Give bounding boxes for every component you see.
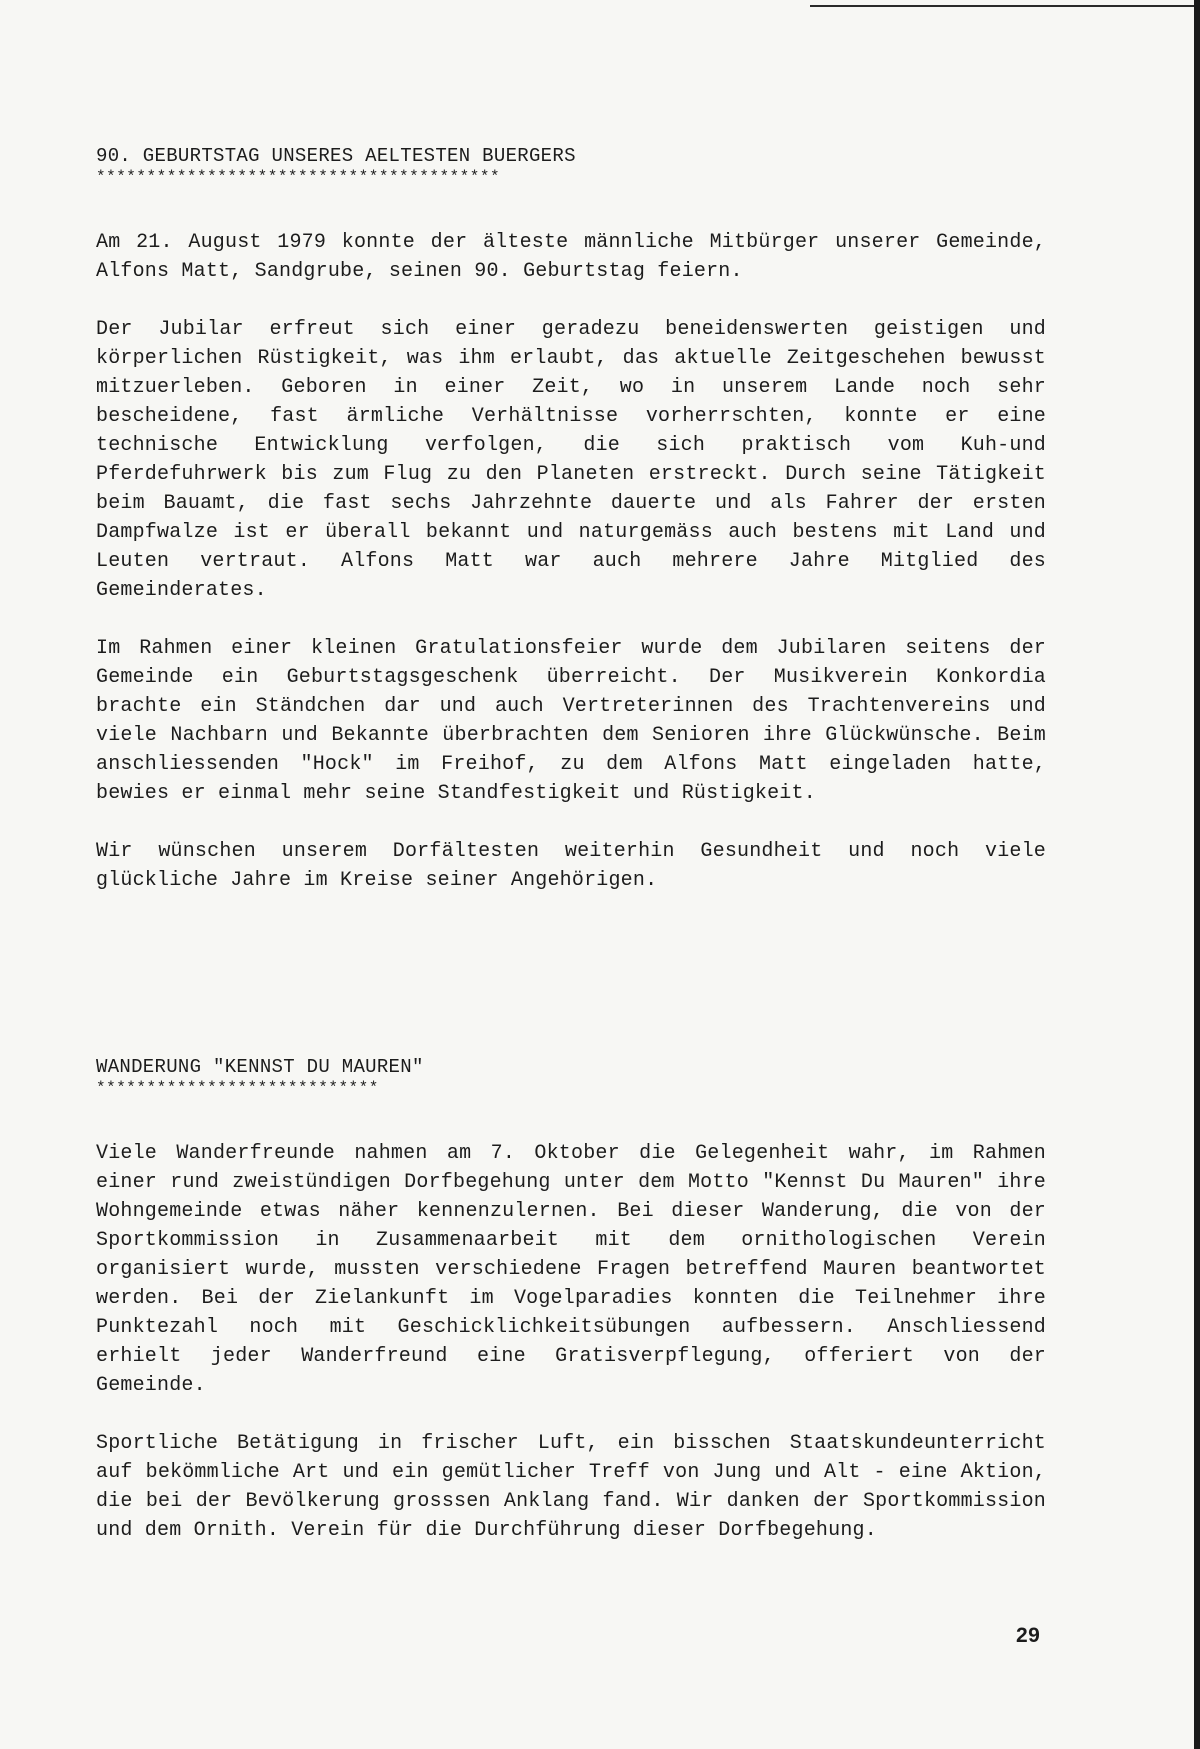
article-hiking [96,1055,1046,1545]
heading-asterisk-underline: **************************** [96,1079,379,1097]
heading-asterisk-underline: **************************************** [96,168,501,186]
paragraph: Sportliche Betätigung in frischer Luft, ein bisschen Staatskundeunterricht auf bekömmliche Art und ein gemütlicher Treff von Jung und Alt - eine Aktion, die bei der Bevölkerung grosssen Anklang fand. Wir danken der Sportkommission und dem Ornith. Verein für die Durchführung dieser Dorfbegehung. [96,1432,1046,1542]
paragraph: Der Jubilar erfreut sich einer geradezu beneidenswerten geistigen und körperlichen Rüstigkeit, was ihm erlaubt, das aktuelle Zeitgeschehen bewusst mitzuerleben. Geboren in einer Zeit, wo in unserem Lande noch sehr bescheidene, fast ärmliche Verhältnisse vorherrschten, konnte er eine technische Entwicklung verfolgen, die sich praktisch vom Kuh-und Pferdefuhrwerk bis zum Flug zu den Planeten erstreckt. Durch seine Tätigkeit beim Bauamt, die fast sechs Jahrzehnte dauerte und als Fahrer der ersten Dampfwalze ist er überall bekannt und naturgemäss auch bestens mit Land und Leuten vertraut. Alfons Matt war auch mehrere Jahre Mitglied des Gemeinderates. [96,318,1046,602]
document-page [96,144,1046,1574]
scan-edge-shadow [1194,0,1200,1749]
scan-edge-line [810,5,1200,7]
article-heading: WANDERUNG "KENNST DU MAUREN" [96,1056,424,1078]
paragraph: Viele Wanderfreunde nahmen am 7. Oktober die Gelegenheit wahr, im Rahmen einer rund zweistündigen Dorfbegehung unter dem Motto "Kennst Du Mauren" ihre Wohngemeinde etwas näher kennenzulernen. Bei dieser Wanderung, die von der Sportkommission in Zusammenaarbeit mit dem ornithologischen Verein organisiert wurde, mussten verschiedene Fragen betreffend Mauren beantwortet werden. Bei der Zielankunft im Vogelparadies konnten die Teilnehmer ihre Punktezahl noch mit Geschicklichkeitsübungen aufbessern. Anschliessend erhielt jeder Wanderfreund eine Gratisverpflegung, offeriert von der Gemeinde. [96,1142,1046,1397]
paragraph: Wir wünschen unserem Dorfältesten weiterhin Gesundheit und noch viele glückliche Jahre im Kreise seiner Angehörigen. [96,840,1046,892]
article-birthday [96,144,1046,895]
page-number: 29 [1016,1624,1041,1647]
section-spacer [96,924,1046,1055]
article-heading: 90. GEBURTSTAG UNSERES AELTESTEN BUERGERS [96,145,576,167]
paragraph: Im Rahmen einer kleinen Gratulationsfeier wurde dem Jubilaren seitens der Gemeinde ein Geburtstagsgeschenk überreicht. Der Musikverein Konkordia brachte ein Ständchen dar und auch Vertreterinnen des Trachtenvereins und viele Nachbarn und Bekannte überbrachten dem Senioren ihre Glückwünsche. Beim anschliessenden "Hock" im Freihof, zu dem Alfons Matt eingeladen hatte, bewies er einmal mehr seine Standfestigkeit und Rüstigkeit. [96,637,1046,805]
paragraph: Am 21. August 1979 konnte der älteste männliche Mitbürger unserer Gemeinde, Alfons Matt, Sandgrube, seinen 90. Geburtstag feiern. [96,231,1046,283]
